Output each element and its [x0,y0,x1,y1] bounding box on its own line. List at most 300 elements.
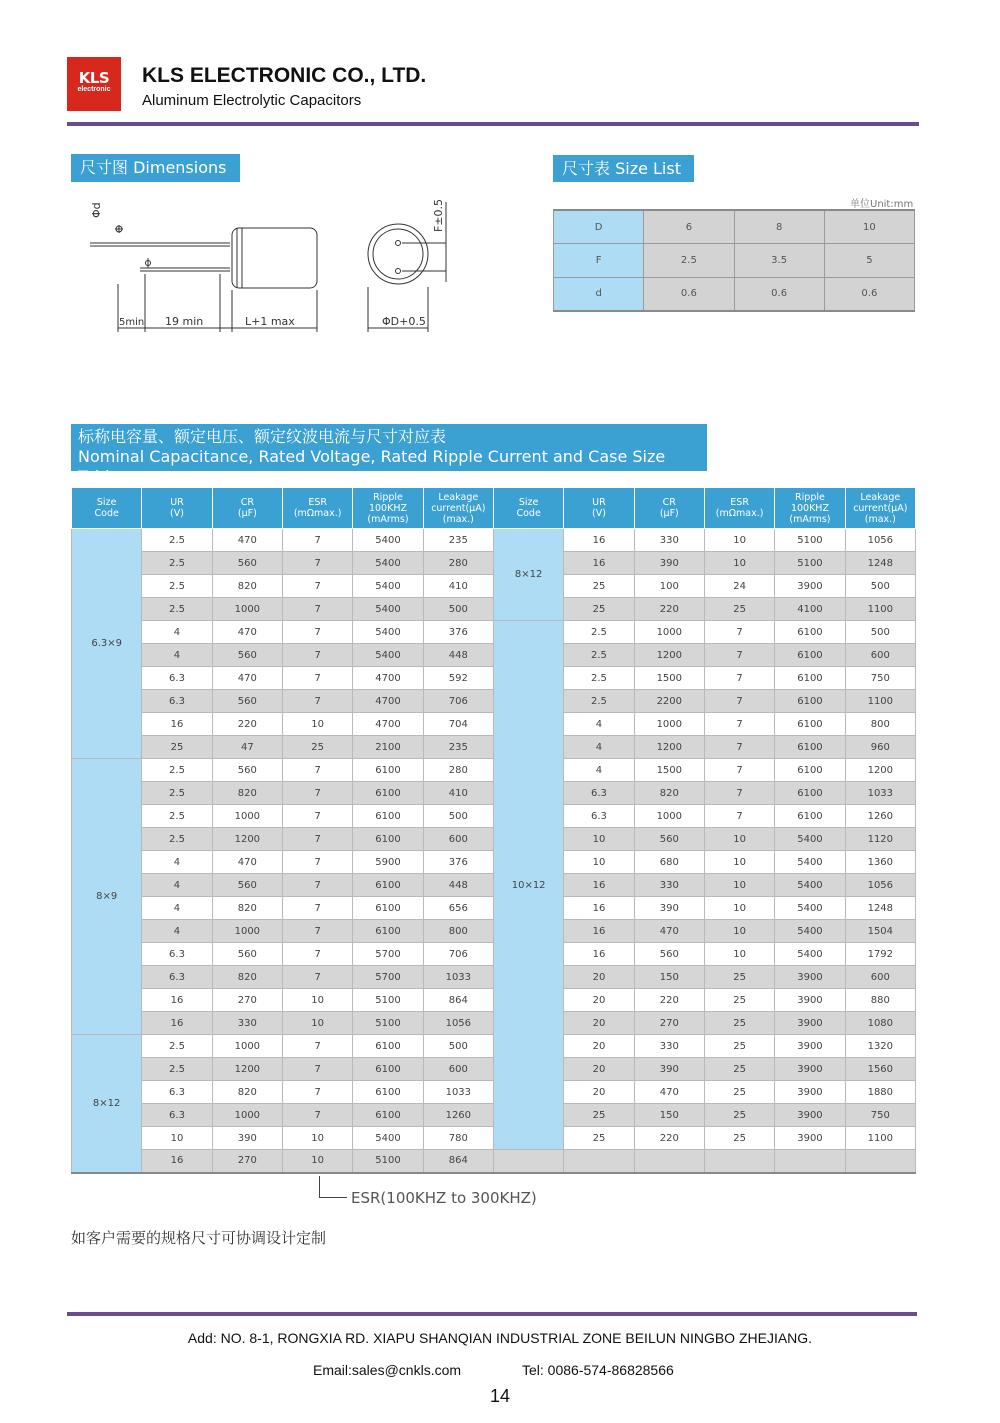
table-cell: 600 [845,966,915,989]
table-cell: 6.3 [142,943,212,966]
footer-divider [67,1312,917,1316]
table-cell: 7 [282,851,352,874]
footer-tel: Tel: 0086-574-86828566 [522,1362,674,1378]
table-cell: 16 [564,529,634,552]
table-cell: 220 [634,1127,704,1150]
table-cell: 6100 [353,782,423,805]
table-cell: 6100 [775,805,845,828]
table-cell: 10 [282,1012,352,1035]
table-cell: 5700 [353,943,423,966]
table-cell: 3900 [775,1081,845,1104]
table-cell: 1000 [212,920,282,943]
lead-a-label: 5min [119,317,145,328]
table-cell: 7 [704,621,774,644]
table-cell: 470 [212,621,282,644]
table-cell: 7 [704,644,774,667]
table-cell: 25 [564,575,634,598]
table-cell: 25 [282,736,352,759]
table-cell: 7 [704,805,774,828]
table-cell: 470 [634,920,704,943]
table-cell: 2100 [353,736,423,759]
table-cell: 5100 [775,552,845,575]
table-cell: 820 [212,897,282,920]
table-cell: 6.3 [564,805,634,828]
table-cell: 6100 [353,828,423,851]
table-cell: 10 [704,529,774,552]
lead-b-label: 19 min [165,315,204,328]
table-cell: 7 [704,667,774,690]
table-cell: 7 [282,897,352,920]
custom-design-note: 如客户需要的规格尺寸可协调设计定制 [71,1229,327,1247]
table-cell: 7 [282,1035,352,1058]
table-cell: 470 [212,851,282,874]
table-cell: 5400 [353,644,423,667]
empty-cell [564,1150,634,1173]
size-list-label: 尺寸表 Size List [553,155,694,182]
table-cell: 820 [212,966,282,989]
table-cell: 390 [634,1058,704,1081]
table-cell: 470 [634,1081,704,1104]
size-list-cell: 3.5 [734,244,824,278]
table-cell: 25 [704,1058,774,1081]
empty-cell [775,1150,845,1173]
table-cell: 330 [634,1035,704,1058]
table-cell: 1033 [423,966,493,989]
dimensions-label: 尺寸图 Dimensions [71,154,240,182]
size-list-cell: 5 [824,244,914,278]
table-cell: 3900 [775,1104,845,1127]
table-cell: 47 [212,736,282,759]
table-cell: 7 [282,874,352,897]
table-cell: 1033 [423,1081,493,1104]
table-cell: 235 [423,529,493,552]
table-cell: 4 [564,759,634,782]
table-cell: 6100 [775,690,845,713]
esr-note: ESR(100KHZ to 300KHZ) [351,1189,537,1207]
table-cell: 10 [704,920,774,943]
table-cell: 470 [212,667,282,690]
table-cell: 6100 [775,667,845,690]
table-cell: 280 [423,552,493,575]
table-cell: 16 [564,552,634,575]
header-divider [67,122,919,126]
table-cell: 25 [704,1104,774,1127]
nominal-table [71,487,916,1174]
table-cell: 448 [423,874,493,897]
table-cell: 4 [142,897,212,920]
table-cell: 25 [704,989,774,1012]
column-header: ESR (mΩmax.) [282,488,352,529]
column-header: UR (V) [142,488,212,529]
table-cell: 2.5 [564,644,634,667]
table-cell: 4 [142,851,212,874]
table-cell: 750 [845,667,915,690]
table-cell: 376 [423,621,493,644]
table-cell: 330 [634,874,704,897]
table-cell: 1500 [634,759,704,782]
table-cell: 2.5 [142,575,212,598]
size-list-cell: 0.6 [734,277,824,311]
table-cell: 10 [564,851,634,874]
table-cell: 1260 [845,805,915,828]
table-cell: 4700 [353,690,423,713]
nominal-title-en: Nominal Capacitance, Rated Voltage, Rated Ripple Current and Case Size Table [78,447,666,486]
table-cell: 410 [423,575,493,598]
table-cell: 820 [212,575,282,598]
column-header: CR (μF) [212,488,282,529]
table-cell: 500 [423,805,493,828]
table-cell: 2.5 [142,598,212,621]
table-cell: 376 [423,851,493,874]
body-length-label: L+1 max [245,315,295,328]
table-cell: 20 [564,1081,634,1104]
size-code-cell: 10×12 [493,621,563,1150]
table-cell: 6.3 [142,966,212,989]
table-cell: 25 [564,1104,634,1127]
table-cell: 7 [282,966,352,989]
size-list-cell: 0.6 [644,277,734,311]
table-cell: 1000 [212,805,282,828]
empty-cell [634,1150,704,1173]
table-cell: 1000 [634,621,704,644]
table-cell: 7 [704,736,774,759]
footer-email: Email:sales@cnkls.com [313,1362,462,1378]
table-cell: 6100 [353,1104,423,1127]
table-cell: 1200 [634,644,704,667]
table-cell: 4700 [353,713,423,736]
column-header: Leakage current(μA) (max.) [845,488,915,529]
table-cell: 4100 [775,598,845,621]
f-tolerance-label: F±0.5 [432,198,445,232]
table-cell: 16 [564,874,634,897]
table-cell: 2.5 [142,805,212,828]
table-cell: 7 [282,1058,352,1081]
table-cell: 5400 [353,575,423,598]
table-cell: 20 [564,1035,634,1058]
table-cell: 390 [634,897,704,920]
table-cell: 560 [212,644,282,667]
table-cell: 1500 [634,667,704,690]
table-cell: 3900 [775,575,845,598]
table-cell: 1080 [845,1012,915,1035]
table-cell: 560 [212,690,282,713]
empty-cell [493,1150,563,1173]
table-cell: 448 [423,644,493,667]
table-cell: 1120 [845,828,915,851]
size-code-cell: 8×12 [72,1035,142,1173]
table-cell: 5400 [353,529,423,552]
table-cell: 25 [704,966,774,989]
table-cell: 1248 [845,552,915,575]
footer-address: Add: NO. 8-1, RONGXIA RD. XIAPU SHANQIAN INDUSTRIAL ZONE BEILUN NINGBO ZHEJIANG. [187,1330,813,1346]
empty-cell [704,1150,774,1173]
size-list-row-label: D [554,210,644,244]
table-cell: 5400 [775,897,845,920]
table-cell: 1000 [212,1104,282,1127]
table-cell: 16 [142,713,212,736]
table-cell: 25 [704,598,774,621]
table-cell: 150 [634,966,704,989]
table-cell: 7 [282,782,352,805]
table-cell: 6.3 [142,690,212,713]
table-cell: 20 [564,966,634,989]
table-cell: 7 [282,621,352,644]
table-cell: 1000 [634,713,704,736]
table-cell: 16 [564,920,634,943]
table-cell: 1100 [845,598,915,621]
table-cell: 4 [142,874,212,897]
table-cell: 1056 [845,529,915,552]
table-cell: 864 [423,1150,493,1173]
table-cell: 7 [282,1104,352,1127]
table-cell: 330 [212,1012,282,1035]
table-cell: 10 [282,713,352,736]
table-cell: 5400 [775,920,845,943]
table-cell: 560 [634,828,704,851]
table-cell: 1248 [845,897,915,920]
table-cell: 3900 [775,1127,845,1150]
table-cell: 10 [704,897,774,920]
table-cell: 1200 [845,759,915,782]
table-cell: 270 [634,1012,704,1035]
table-cell: 2200 [634,690,704,713]
table-cell: 150 [634,1104,704,1127]
table-cell: 820 [212,782,282,805]
table-cell: 6100 [775,644,845,667]
table-cell: 16 [142,1150,212,1173]
table-cell: 2.5 [564,621,634,644]
table-cell: 500 [845,575,915,598]
table-cell: 3900 [775,1035,845,1058]
table-cell: 10 [282,1150,352,1173]
table-cell: 5100 [775,529,845,552]
table-cell: 10 [704,828,774,851]
table-cell: 4 [142,920,212,943]
table-cell: 5400 [775,851,845,874]
table-cell: 100 [634,575,704,598]
table-cell: 4 [564,736,634,759]
table-cell: 1100 [845,690,915,713]
column-header: Size Code [493,488,563,529]
table-cell: 560 [212,552,282,575]
table-cell: 3900 [775,1058,845,1081]
table-cell: 7 [704,759,774,782]
table-cell: 5400 [353,552,423,575]
logo-subtext: electronic [77,86,111,93]
table-cell: 1560 [845,1058,915,1081]
table-cell: 6100 [775,736,845,759]
table-cell: 800 [845,713,915,736]
page-number: 14 [489,1386,511,1406]
table-cell: 600 [423,828,493,851]
table-cell: 1200 [634,736,704,759]
table-cell: 6.3 [564,782,634,805]
table-cell: 592 [423,667,493,690]
size-list-row-label: d [554,277,644,311]
table-cell: 5400 [353,598,423,621]
table-cell: 16 [564,943,634,966]
table-cell: 25 [704,1035,774,1058]
table-cell: 5400 [775,874,845,897]
table-cell: 820 [634,782,704,805]
table-cell: 1504 [845,920,915,943]
table-cell: 2.5 [142,552,212,575]
table-cell: 2.5 [142,759,212,782]
size-list-cell: 6 [644,210,734,244]
table-cell: 750 [845,1104,915,1127]
table-cell: 7 [282,759,352,782]
empty-cell [845,1150,915,1173]
table-cell: 706 [423,690,493,713]
size-code-cell: 6.3×9 [72,529,142,759]
table-cell: 1200 [212,828,282,851]
table-cell: 704 [423,713,493,736]
table-cell: 410 [423,782,493,805]
table-cell: 5900 [353,851,423,874]
size-list-cell: 0.6 [824,277,914,311]
table-cell: 6100 [353,1035,423,1058]
table-cell: 7 [282,1081,352,1104]
table-cell: 5400 [353,621,423,644]
table-cell: 1260 [423,1104,493,1127]
table-cell: 6100 [353,1058,423,1081]
table-cell: 7 [282,598,352,621]
column-header: Leakage current(μA) (max.) [423,488,493,529]
size-list-cell: 2.5 [644,244,734,278]
table-cell: 6100 [353,897,423,920]
table-cell: 7 [282,667,352,690]
table-cell: 2.5 [142,1058,212,1081]
table-cell: 7 [282,575,352,598]
table-cell: 780 [423,1127,493,1150]
diameter-label: ΦD+0.5 [382,315,426,328]
table-cell: 16 [142,989,212,1012]
table-cell: 7 [704,690,774,713]
table-cell: 2.5 [564,667,634,690]
table-cell: 1792 [845,943,915,966]
table-cell: 280 [423,759,493,782]
table-cell: 600 [845,644,915,667]
table-cell: 2.5 [142,828,212,851]
table-cell: 6.3 [142,1104,212,1127]
table-cell: 10 [564,828,634,851]
column-header: ESR (mΩmax.) [704,488,774,529]
table-cell: 1000 [212,598,282,621]
table-cell: 560 [212,759,282,782]
table-cell: 3900 [775,966,845,989]
table-cell: 6100 [353,1081,423,1104]
size-code-cell: 8×12 [493,529,563,621]
column-header: Ripple 100KHZ (mArms) [775,488,845,529]
table-cell: 2.5 [142,1035,212,1058]
table-cell: 3900 [775,1012,845,1035]
table-cell: 6100 [775,782,845,805]
table-cell: 960 [845,736,915,759]
size-list-row [554,277,915,311]
table-cell: 20 [564,989,634,1012]
table-cell: 820 [212,1081,282,1104]
table-cell: 7 [282,644,352,667]
table-cell: 6100 [353,805,423,828]
table-cell: 500 [423,1035,493,1058]
table-cell: 390 [634,552,704,575]
table-cell: 560 [634,943,704,966]
table-cell: 25 [564,598,634,621]
table-cell: 7 [282,529,352,552]
table-cell: 10 [704,943,774,966]
size-list-cell: 10 [824,210,914,244]
table-cell: 7 [282,552,352,575]
table-cell: 7 [282,943,352,966]
table-cell: 25 [142,736,212,759]
table-cell: 270 [212,989,282,1012]
nominal-title-cn: 标称电容量、额定电压、额定纹波电流与尺寸对应表 [78,427,447,446]
table-cell: 1200 [212,1058,282,1081]
table-cell: 2.5 [142,782,212,805]
table-cell: 706 [423,943,493,966]
table-row [72,1150,916,1173]
size-list-table [553,209,915,312]
company-name: KLS ELECTRONIC CO., LTD. [142,64,427,87]
table-cell: 2.5 [142,529,212,552]
table-cell: 6.3 [142,1081,212,1104]
table-cell: 5400 [775,828,845,851]
table-cell: 235 [423,736,493,759]
table-cell: 6100 [353,920,423,943]
table-cell: 4 [564,713,634,736]
table-cell: 6100 [775,621,845,644]
size-list-cell: 8 [734,210,824,244]
table-cell: 1056 [423,1012,493,1035]
table-cell: 7 [282,920,352,943]
table-cell: 20 [564,1012,634,1035]
table-cell: 2.5 [564,690,634,713]
table-cell: 10 [142,1127,212,1150]
logo-text: KLS [78,69,110,87]
table-cell: 6.3 [142,667,212,690]
table-cell: 7 [704,782,774,805]
table-cell: 7 [704,713,774,736]
table-cell: 16 [142,1012,212,1035]
size-list-row [554,244,915,278]
table-cell: 5400 [775,943,845,966]
table-cell: 24 [704,575,774,598]
table-cell: 1100 [845,1127,915,1150]
table-cell: 20 [564,1058,634,1081]
table-cell: 470 [212,529,282,552]
table-cell: 4700 [353,667,423,690]
table-cell: 220 [634,989,704,1012]
size-list-row-label: F [554,244,644,278]
column-header: Size Code [72,488,142,529]
table-row [72,529,916,552]
table-cell: 7 [282,690,352,713]
table-cell: 25 [704,1127,774,1150]
table-cell: 6100 [353,759,423,782]
table-cell: 5700 [353,966,423,989]
table-cell: 10 [282,989,352,1012]
table-cell: 25 [704,1012,774,1035]
table-cell: 4 [142,621,212,644]
table-cell: 1033 [845,782,915,805]
table-cell: 864 [423,989,493,1012]
table-cell: 10 [704,874,774,897]
dimension-drawing [80,192,460,342]
table-cell: 1000 [212,1035,282,1058]
table-cell: 10 [282,1127,352,1150]
table-cell: 500 [845,621,915,644]
table-cell: 270 [212,1150,282,1173]
